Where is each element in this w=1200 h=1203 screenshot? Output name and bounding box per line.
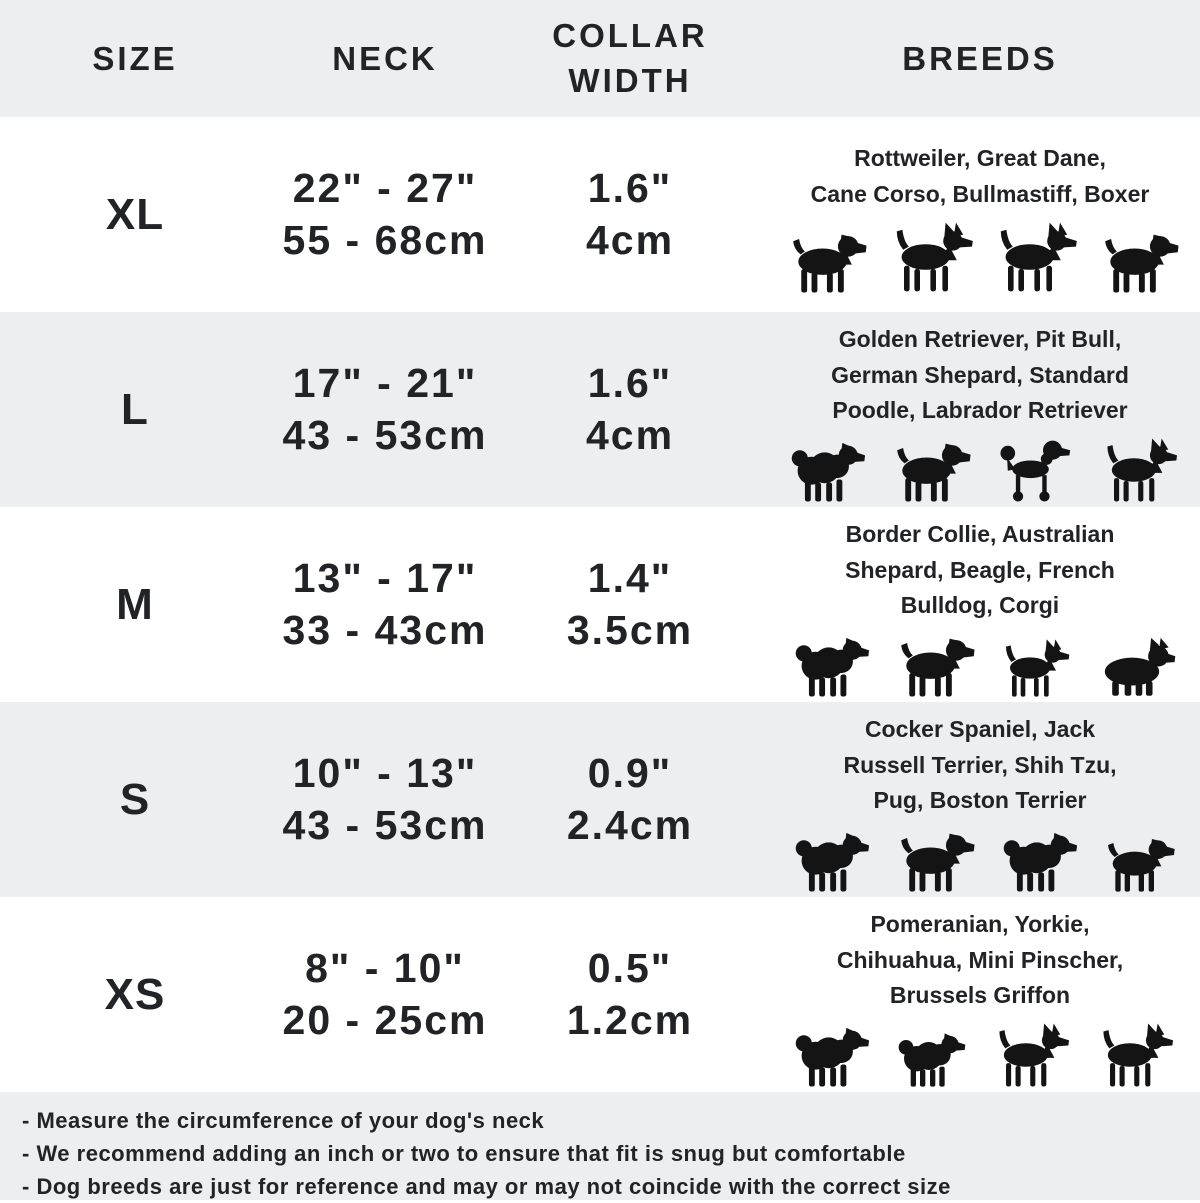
- neck-measurement: [270, 897, 500, 1092]
- breeds-line: Golden Retriever, Pit Bull,: [838, 325, 1122, 352]
- breeds-line: Pug, Boston Terrier: [873, 787, 1087, 814]
- beagle-icon: [884, 632, 980, 698]
- neck-cm: 43 - 53cm: [282, 801, 488, 848]
- golden-retriever-icon: [776, 437, 872, 503]
- breeds-line: Russell Terrier, Shih Tzu,: [843, 751, 1117, 778]
- breeds-cell: [760, 117, 1200, 312]
- breeds-line: Chihuahua, Mini Pinscher,: [836, 946, 1124, 973]
- collar-width-measurement: [500, 117, 760, 312]
- table-row-xs: [0, 897, 1200, 1092]
- breeds-line: German Shepard, Standard: [831, 361, 1129, 388]
- breeds-line: Cane Corso, Bullmastiff, Boxer: [810, 180, 1150, 207]
- australian-shepard-icon: [780, 632, 876, 698]
- labrador-retriever-icon: [880, 437, 976, 503]
- neck-cm: 43 - 53cm: [282, 411, 488, 458]
- size-label: M: [116, 579, 154, 629]
- bullmastiff-icon: [1088, 228, 1184, 294]
- breeds-line: Rottweiler, Great Dane,: [854, 144, 1106, 171]
- breeds-list: [845, 517, 1115, 625]
- width-inches: 1.6": [587, 360, 673, 407]
- yorkie-icon: [884, 1028, 972, 1088]
- neck-inches: 13" - 17": [292, 555, 478, 602]
- width-inches: 0.5": [587, 945, 673, 992]
- neck-cm: 33 - 43cm: [282, 606, 488, 653]
- width-cm: 3.5cm: [566, 606, 694, 653]
- breeds-line: Bulldog, Corgi: [900, 592, 1060, 619]
- breeds-line: Shepard, Beagle, French: [845, 556, 1115, 583]
- neck-inches: 17" - 21": [292, 360, 478, 407]
- note-line: - Dog breeds are just for reference and may or may not coincide with the correct size: [22, 1174, 951, 1199]
- breeds-list: [811, 141, 1150, 213]
- neck-cm: 20 - 25cm: [282, 996, 488, 1043]
- collar-width-measurement: [500, 702, 760, 897]
- neck-inches: 8" - 10": [305, 945, 465, 992]
- breeds-line: Pomeranian, Yorkie,: [870, 910, 1090, 937]
- size-label: S: [119, 774, 151, 824]
- width-inches: 1.6": [587, 165, 673, 212]
- header-breeds: BREEDS: [902, 39, 1058, 77]
- corgi-icon: [1084, 632, 1180, 698]
- width-inches: 1.4": [587, 555, 673, 602]
- breeds-line: Brussels Griffon: [889, 982, 1071, 1009]
- neck-inches: 22" - 27": [292, 165, 478, 212]
- table-row-m: [0, 507, 1200, 702]
- width-inches: 0.9": [587, 750, 673, 797]
- neck-measurement: [270, 702, 500, 897]
- jack-russell-terrier-icon: [884, 827, 980, 893]
- cocker-spaniel-icon: [780, 827, 876, 893]
- measurement-notes: [0, 1092, 1200, 1200]
- breed-icons: [780, 827, 1180, 893]
- great-dane-icon: [880, 220, 976, 294]
- table-row-l: [0, 312, 1200, 507]
- neck-measurement: [270, 507, 500, 702]
- width-cm: 4cm: [585, 411, 675, 458]
- breeds-line: Poodle, Labrador Retriever: [832, 397, 1128, 424]
- note-line: - We recommend adding an inch or two to ensure that fit is snug but comfortable: [22, 1141, 906, 1166]
- breeds-list: [831, 322, 1129, 430]
- german-shepard-icon: [1088, 437, 1184, 503]
- collar-width-measurement: [500, 507, 760, 702]
- breeds-line: Border Collie, Australian: [845, 520, 1115, 547]
- header-size: SIZE: [92, 39, 178, 77]
- breeds-cell: [760, 702, 1200, 897]
- standard-poodle-icon: [984, 437, 1080, 503]
- breed-icons: [780, 1022, 1180, 1088]
- neck-measurement: [270, 117, 500, 312]
- width-cm: 1.2cm: [566, 996, 694, 1043]
- breeds-cell: [760, 312, 1200, 507]
- cane-corso-icon: [984, 220, 1080, 294]
- header-collar-width: [500, 0, 760, 117]
- neck-measurement: [270, 312, 500, 507]
- breed-icons: [780, 632, 1180, 698]
- note-line: - Measure the circumference of your dog's neck: [22, 1108, 545, 1133]
- header-neck: NECK: [332, 39, 438, 77]
- collar-width-measurement: [500, 897, 760, 1092]
- table-row-xl: [0, 117, 1200, 312]
- breeds-list: [837, 907, 1123, 1015]
- width-cm: 2.4cm: [566, 801, 694, 848]
- pug-icon: [1092, 833, 1180, 893]
- collar-width-measurement: [500, 312, 760, 507]
- french-bulldog-icon: [988, 638, 1076, 698]
- mini-pinscher-icon: [1084, 1022, 1180, 1088]
- chihuahua-icon: [980, 1022, 1076, 1088]
- breed-icons: [776, 220, 1184, 294]
- breeds-cell: [760, 897, 1200, 1092]
- rottweiler-icon: [776, 228, 872, 294]
- size-label: L: [121, 384, 149, 434]
- breeds-line: Cocker Spaniel, Jack: [864, 715, 1096, 742]
- size-label: XL: [105, 189, 165, 239]
- breed-icons: [776, 437, 1184, 503]
- pomeranian-icon: [780, 1022, 876, 1088]
- breeds-list: [843, 712, 1116, 820]
- size-label: XS: [104, 969, 166, 1019]
- shih-tzu-icon: [988, 827, 1084, 893]
- breeds-cell: [760, 507, 1200, 702]
- table-header: [0, 0, 1200, 117]
- neck-cm: 55 - 68cm: [282, 216, 488, 263]
- table-row-s: [0, 702, 1200, 897]
- neck-inches: 10" - 13": [292, 750, 478, 797]
- width-cm: 4cm: [585, 216, 675, 263]
- header-collar-width-text: COLLAR WIDTH: [552, 16, 708, 99]
